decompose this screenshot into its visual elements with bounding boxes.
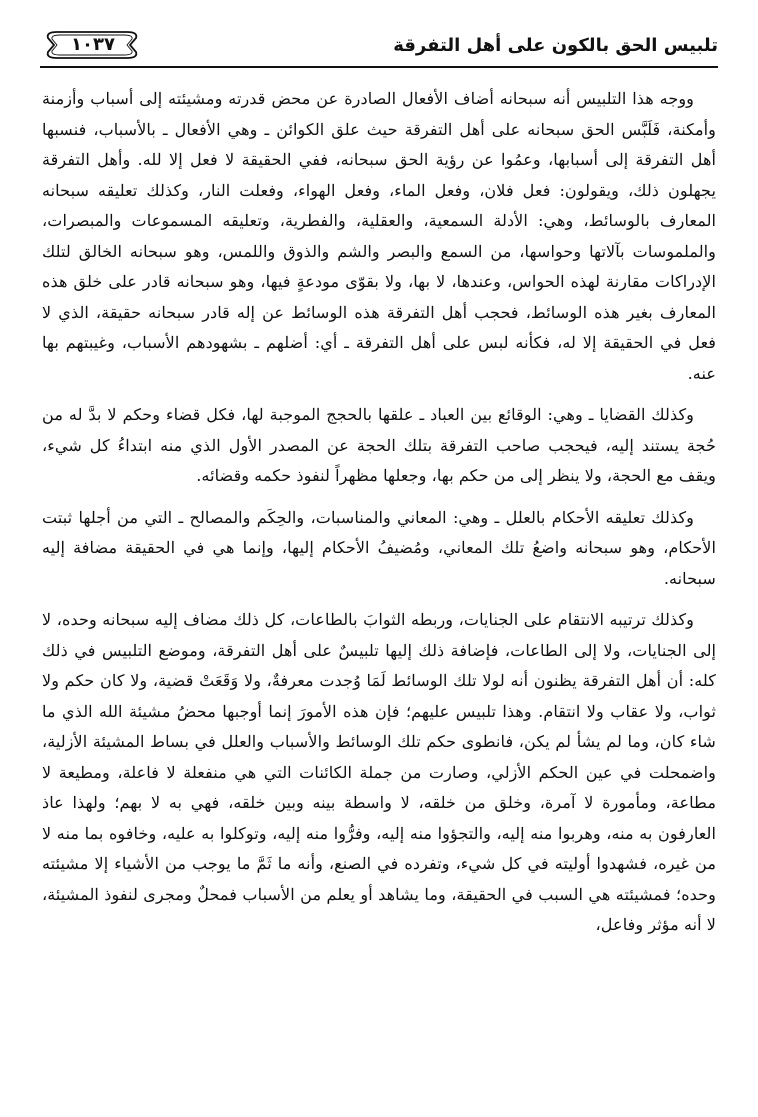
page-body — [42, 84, 716, 952]
paragraph: ووجه هذا التلبيس أنه سبحانه أضاف الأفعال الصادرة عن محض قدرته ومشيئته إلى أسباب وأزمنة وأمكنة، فَلَبَّس الحق سبحانه على أهل التفرقة حيث علق الكوائن ـ وهي الأفعال ـ بالأسباب، فنسبها أهل التفرقة إلى أسبابها، وعمُوا عن رؤية الحق سبحانه، ففي الحقيقة لا فعل إلا لله. وأهل التفرقة يجهلون ذلك، ويقولون: فعل فلان، وفعل الماء، وفعل الهواء، وفعلت النار، وكذلك تعليقه سبحانه المعارف بالوسائط، وهي: الأدلة السمعية، والعقلية، والفطرية، وتعليقه المسموعات والمبصرات، والملموسات بآلاتها وحواسها، من السمع والبصر والشم والذوق واللمس، وهو سبحانه الخالق لتلك الإدراكات مقارنة لهذه الحواس، وعندها، لا بها، ولا بقوّى مودعةٍ فيها، وهو سبحانه قادر على خلق هذه المعارف بغير هذه الوسائط، فحجب أهل التفرقة هذه الوسائط عن إله قادر سبحانه حقيقة، الذي لا فعل في الحقيقة إلا له، فكأنه لبس على أهل التفرقة ـ أي: أضلهم ـ بشهودهم الأسباب، وغيبتهم بها عنه. — [42, 89, 716, 383]
paragraph: وكذلك ترتيبه الانتقام على الجنايات، وربطه الثوابَ بالطاعات، كل ذلك مضاف إليه سبحانه وحده، لا إلى الجنايات، ولا إلى الطاعات، فإضافة ذلك إليها تلبيسٌ على أهل التفرقة، وموضع التلبيس في ذلك كله: أن أهل التفرقة يظنون أنه لولا تلك الوسائط لَمَا وُجدت معرفةٌ، ولا وَقَعَتْ قضية، ولا كان حكم ولا ثواب، ولا عقاب ولا انتقام. وهذا تلبيس عليهم؛ فإن هذه الأمورَ إنما أوجبها محضُ مشيئة الله الذي ما شاء كان، وما لم يشأ لم يكن، فانطوى حكم تلك الوسائط والأسباب والعلل في بساط المشيئة الأزلية، واضمحلت في عين الحكم الأزلي، وصارت من جملة الكائنات التي هي منفعلة لا فاعلة، ومطيعة لا مطاعة، ومأمورة لا آمرة، وخلق من خلقه، لا واسطة بينه وبين خلقه، فهي به لا بهم؛ ولهذا عاذ العارفون به منه، وهربوا منه إليه، والتجؤوا منه إليه، وفرُّوا منه إليه، وتوكلوا به عليه، وخافوه بما منه لا من غيره، فشهدوا أوليته في كل شيء، وتفرده في الصنع، وأنه ما ثَمَّ ما يوجب من الأشياء إلا مشيئته وحده؛ فمشيئته هي السبب في الحقيقة، وما يشاهد أو يعلم من الأسباب فمحلٌ ومجرى لنفوذ المشيئة، لا أنه مؤثر وفاعل، — [42, 610, 716, 934]
running-header — [40, 30, 718, 66]
paragraph: وكذلك القضايا ـ وهي: الوقائع بين العباد ـ علقها بالحجج الموجبة لها، فكل قضاء وحكم لا بدَّ له من حُجة يستند إليه، فيحجب صاحب التفرقة بتلك الحجة عن المصدر الأول الذي منه ابتداءُ كل شيء، ويقف مع الحجة، ولا ينظر إلى من حكم بها، وجعلها مظهراً لنفوذ حكمه وقضائه. — [42, 405, 716, 485]
running-title: تلبيس الحق بالكون على أهل التفرقة — [393, 35, 718, 56]
paragraph: وكذلك تعليقه الأحكام بالعلل ـ وهي: المعاني والمناسبات، والحِكَم والمصالح ـ التي من أجلها ثبتت الأحكام، وهو سبحانه واضعُ تلك المعاني، ومُضيفُ الأحكام إليها، وإنما هي في الحقيقة مضافة إليه سبحانه. — [42, 507, 716, 588]
page-number-badge — [44, 30, 140, 60]
page-number: ١٠٣٧ — [71, 34, 115, 55]
header-divider — [40, 66, 718, 68]
